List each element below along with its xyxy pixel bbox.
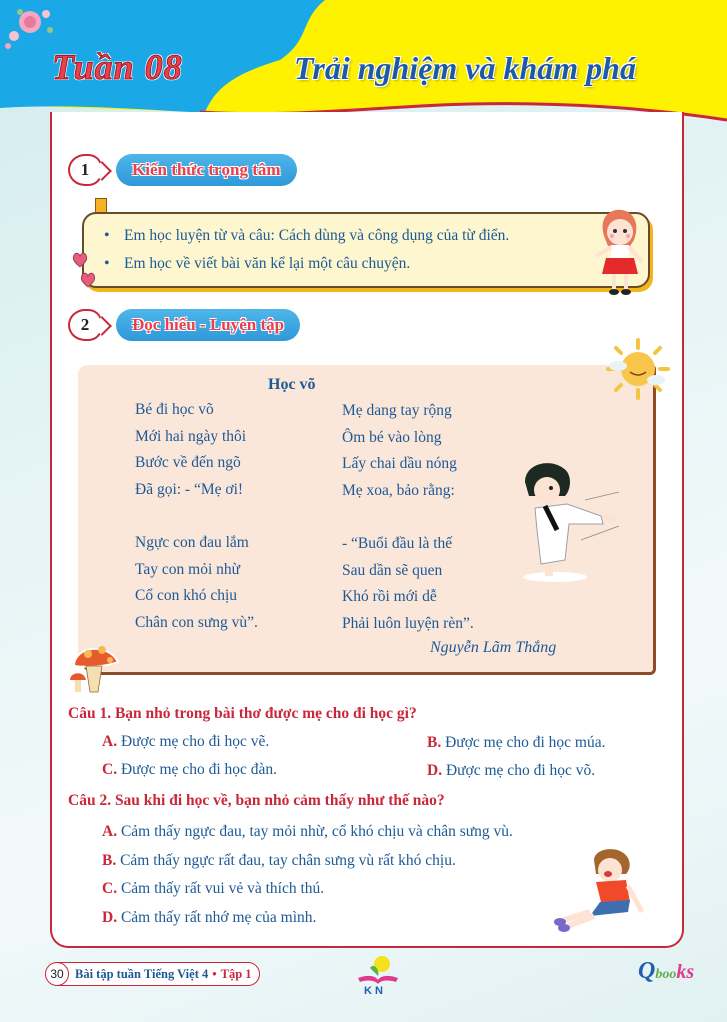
option-letter: B. xyxy=(427,734,442,751)
sun-icon xyxy=(602,336,674,402)
option-text: Được mẹ cho đi học đàn. xyxy=(117,761,278,778)
poem-line: Mẹ xoa, bảo rằng: xyxy=(342,481,455,499)
poem-line: Bé đi học võ xyxy=(135,401,214,418)
question-1-option-a[interactable] xyxy=(102,733,269,751)
question-1-label: Câu 1. Bạn nhỏ trong bài thơ được mẹ cho đi học gì? xyxy=(68,705,417,722)
option-letter: D. xyxy=(427,762,443,779)
poem-line: Ôm bé vào lòng xyxy=(342,428,442,446)
poem-line: Chân con sưng vù”. xyxy=(135,613,258,631)
option-text: Cảm thấy rất nhớ mẹ của mình. xyxy=(117,909,317,926)
poem-line: Tay con mỏi nhừ xyxy=(135,560,241,578)
question-2-label: Câu 2. Sau khi đi học về, bạn nhỏ cảm thấy như thế nào? xyxy=(68,792,445,809)
option-text: Cảm thấy rất vui vẻ và thích thú. xyxy=(117,880,325,897)
poem-column-left xyxy=(135,397,258,636)
separator: • xyxy=(212,966,217,981)
section-title: Đọc hiểu - Luyện tập xyxy=(116,309,300,341)
kn-logo-icon xyxy=(356,952,400,996)
section-heading-2 xyxy=(68,309,300,341)
heart-icon xyxy=(80,272,96,288)
option-letter: C. xyxy=(102,761,118,778)
poem-line: Bước về đến ngõ xyxy=(135,454,241,471)
knowledge-box xyxy=(82,212,650,288)
section-title: Kiến thức trọng tâm xyxy=(116,154,297,186)
section-number: 2 xyxy=(68,309,102,341)
poem-column-right xyxy=(342,398,474,637)
qbooks-logo: Qbooks xyxy=(638,958,695,984)
option-letter: A. xyxy=(102,823,118,840)
question-1-option-b[interactable] xyxy=(427,734,605,752)
option-text: Được mẹ cho đi học võ. xyxy=(442,762,596,779)
chapter-title: Trải nghiệm và khám phá xyxy=(294,50,636,86)
page-number: 30 xyxy=(45,962,69,986)
option-text: Được mẹ cho đi học vẽ. xyxy=(117,733,270,750)
page-header xyxy=(0,0,727,130)
footer-book-badge xyxy=(46,962,260,986)
option-text: Cảm thấy ngực rất đau, tay chân sưng vù rất khó chịu. xyxy=(116,852,456,869)
week-label: Tuần 08 xyxy=(52,47,183,87)
poem-line: Đã gọi: - “Mẹ ơi! xyxy=(135,480,244,498)
poem-author: Nguyễn Lãm Thắng xyxy=(430,639,557,656)
section-heading-1 xyxy=(68,154,297,186)
karate-boy-illustration xyxy=(515,460,625,585)
section-number: 1 xyxy=(68,154,102,186)
poem-title: Học võ xyxy=(268,376,316,393)
question-2-option-a[interactable] xyxy=(102,823,513,841)
option-text: Cảm thấy ngực đau, tay mỏi nhừ, cổ khó chịu và chân sưng vù. xyxy=(117,823,513,840)
poem-line: Phải luôn luyện rèn”. xyxy=(342,614,474,632)
svg-text:K N: K N xyxy=(364,985,383,996)
tired-boy-illustration xyxy=(550,846,650,932)
option-letter: D. xyxy=(102,909,118,926)
volume-label: Tập 1 xyxy=(220,966,252,981)
knowledge-item: • Em học về viết bài văn kể lại một câu chuyện. xyxy=(104,250,648,278)
girl-illustration xyxy=(590,206,650,298)
question-2-option-b[interactable] xyxy=(102,852,456,870)
option-letter: B. xyxy=(102,852,117,869)
book-title: Bài tập tuần Tiếng Việt 4 xyxy=(75,966,209,981)
poem-line: Sau dần sẽ quen xyxy=(342,561,443,579)
poem-line: Cổ con khó chịu xyxy=(135,587,238,604)
option-letter: A. xyxy=(102,733,118,750)
question-2-option-d[interactable] xyxy=(102,909,316,927)
option-letter: C. xyxy=(102,880,118,897)
poem-line: Lấy chai dầu nóng xyxy=(342,455,457,472)
poem-line: - “Buổi đầu là thế xyxy=(342,535,453,552)
poem-line: Ngực con đau lắm xyxy=(135,534,249,551)
knowledge-item: • Em học luyện từ và câu: Cách dùng và công dụng của từ điển. xyxy=(104,222,648,250)
question-1-option-c[interactable] xyxy=(102,761,277,779)
option-text: Được mẹ cho đi học múa. xyxy=(441,734,606,751)
poem-line: Mẹ dang tay rộng xyxy=(342,402,452,419)
poem-line: Mới hai ngày thôi xyxy=(135,427,247,445)
question-2-option-c[interactable] xyxy=(102,880,324,898)
poem-line: Khó rồi mới dễ xyxy=(342,588,437,605)
mushroom-icon xyxy=(68,640,124,696)
flower-icon xyxy=(0,0,60,56)
question-1-option-d[interactable] xyxy=(427,762,595,780)
heart-icon xyxy=(72,252,88,268)
